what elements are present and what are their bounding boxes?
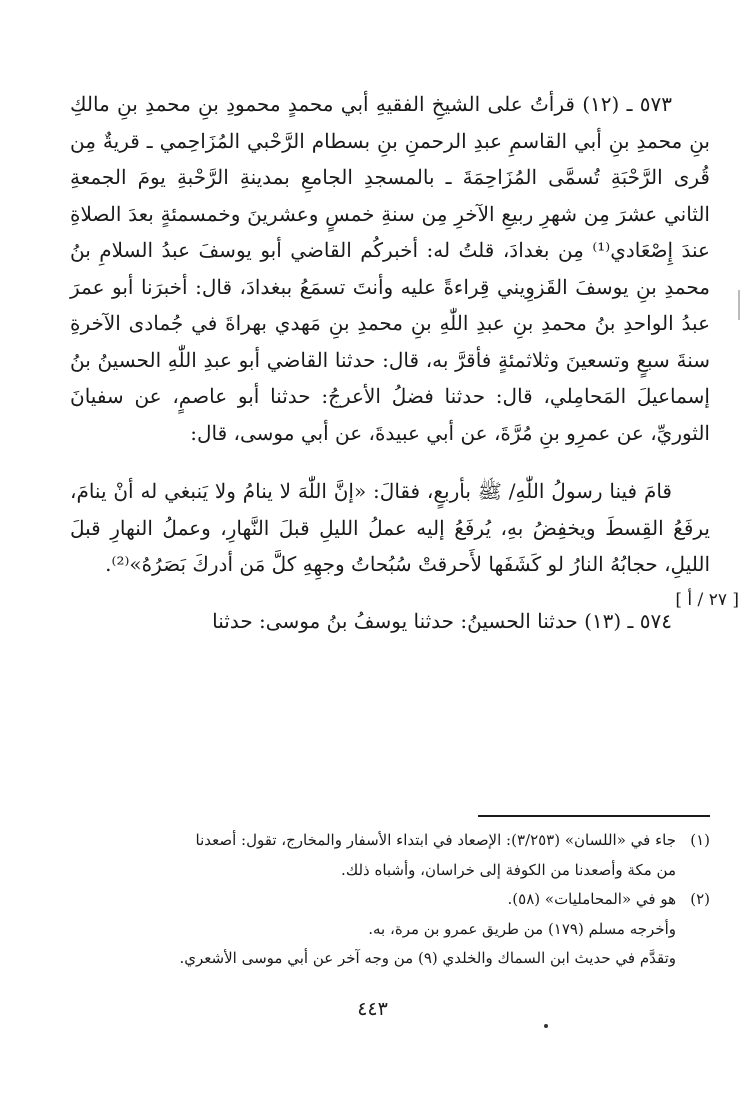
print-speck	[544, 1024, 548, 1028]
footnote-2-line-3: وتقدَّم في حديث ابن السماك والخلدي (٩) من وجه آخر عن أبي موسى الأشعري.	[179, 949, 676, 967]
scan-edge-mark	[738, 290, 740, 320]
footnote-2-line-2: وأخرجه مسلم (١٧٩) من طريق عمرو بن مرة، به.	[368, 919, 676, 938]
hadith-573-paragraph: ٥٧٣ ـ (١٢) قرأتُ على الشيخِ الفقيهِ أبي محمدٍ محمودِ بنِ محمدِ بنِ مالكِ بنِ محمدِ بنِ أبي القاسمِ عبدِ الرحمنِ بنِ بسطام الرَّحْبي المُزَاحِمي ـ قريةٌ مِن قُرى الرَّحْبَةِ تُسمَّى المُزَاحِمَةَ ـ بالمسجدِ الجامعِ بمدينةِ الرَّحْبةِ يومَ الجمعةِ الثاني عشرَ مِن شهرِ ربيعِ الآخرِ مِن سنةِ خمسٍ وعشرينَ وخمسمئةٍ بعدَ الصلاةِ عندَ إِصْعَادي⁽¹⁾ مِن بغدادَ، قلتُ له: أخبركُم القاضي أبو يوسفَ عبدُ السلامِ بنُ محمدِ بنِ يوسفَ القَزوِيني قِراءةً عليه وأنتَ تسمَعُ ببغدادَ، قال: أخبرَنا أبو عمرَ عبدُ الواحدِ بنُ محمدِ بنِ عبدِ اللّٰهِ بنِ محمدِ بنِ مَهدي بهراةَ في جُمادى الآخرةِ سنةَ سبعٍ وتسعينَ وثلاثمئةٍ فأقرَّ به، قال: حدثنا القاضي أبو عبدِ اللّٰهِ الحسينُ بنُ إسماعيلَ المَحامِلي، قال: حدثنا فضلُ الأعرجُ: حدثنا أبو عاصمٍ، عن سفيانَ الثوريِّ، عن عمرِو بنِ مُرَّةَ، عن أبي عبيدةَ، عن أبي موسى، قال:	[70, 92, 710, 445]
footnote-text: هو في «المحامليات» (٥٨).	[507, 890, 676, 908]
paragraph-spacer	[70, 583, 710, 603]
footnote-number: (٢)	[690, 890, 710, 908]
hadith-574-paragraph: ٥٧٤ ـ (١٣) حدثنا الحسينُ: حدثنا يوسفُ بنُ موسى: حدثنا	[212, 608, 672, 633]
footnote-number: (١)	[690, 831, 710, 849]
footnote-1-line-2: من مكة وأصعدنا من الكوفة إلى خراسان، وأشباه ذلك.	[341, 860, 676, 879]
hadith-text-paragraph: قامَ فينا رسولُ اللّٰهِ/ ﷺ بأربعٍ، فقالَ: «إنَّ اللّٰهَ لا ينامُ ولا يَنبغي له أنْ ينامَ، يرفَعُ القِسطَ ويخفِضُ بهِ، يُرفَعُ إليه عملُ الليلِ قبلَ النَّهارِ، وعملُ النهارِ قبلَ الليلِ، حجابُهُ النارُ لو كَشَفَها لأَحرقتْ سُبُحاتُ وجهِهِ كلَّ مَن أدركَ بَصَرُهُ»⁽²⁾.	[70, 479, 710, 576]
main-text-block	[70, 86, 710, 639]
footnotes-block	[70, 826, 710, 974]
footnote-2-line-1	[70, 885, 710, 915]
footnote-text: جاء في «اللسان» (٣/٢٥٣): الإصعاد في ابتداء الأسفار والمخارج، تقول: أصعدنا	[195, 831, 676, 849]
footnote-1-line-1	[70, 826, 710, 856]
paragraph-spacer	[70, 451, 710, 473]
manuscript-folio-reference: [ ٢٧ / أ ]	[675, 590, 739, 610]
page-number: ٤٤٣	[357, 998, 388, 1020]
footnote-divider	[478, 815, 710, 817]
